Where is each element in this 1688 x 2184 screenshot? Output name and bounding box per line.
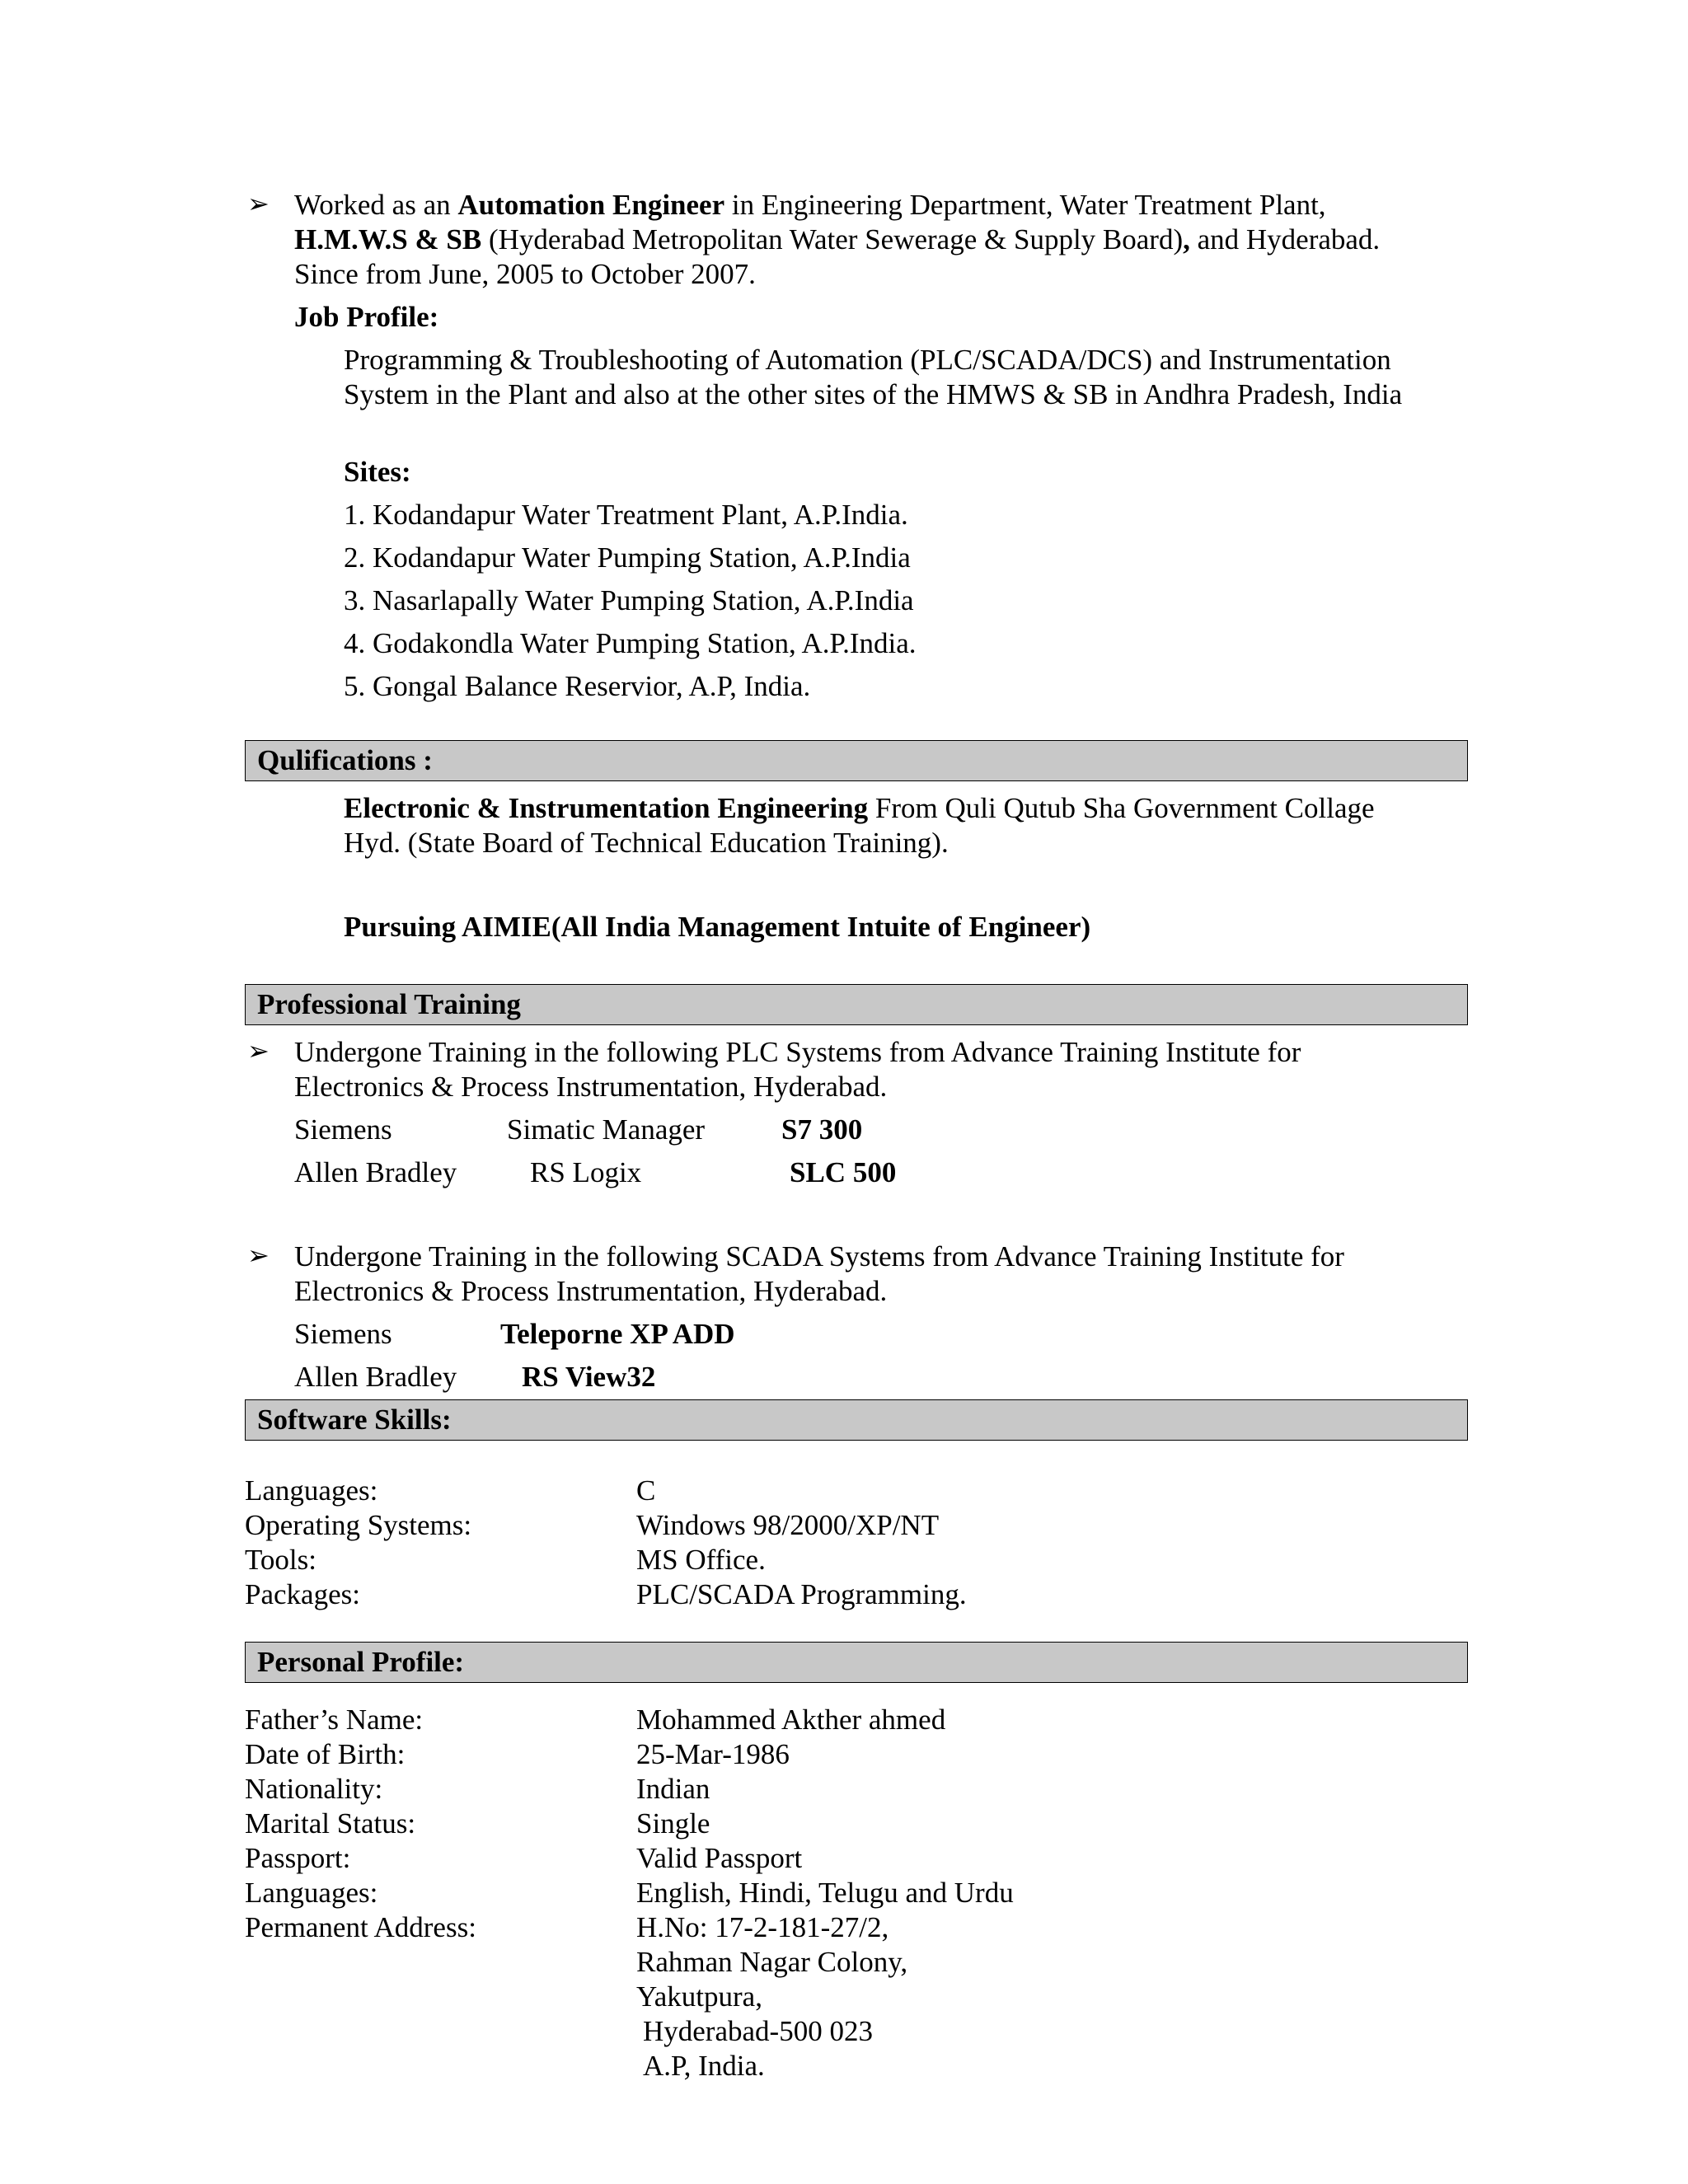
personal-label: Father’s Name: (245, 1704, 424, 1736)
personal-value: 25-Mar-1986 (636, 1738, 790, 1770)
scada-product: RS View32 (522, 1361, 656, 1393)
personal-value: Mohammed Akther ahmed (636, 1704, 946, 1736)
personal-label: Permanent Address: (245, 1911, 476, 1943)
personal-value: Valid Passport (636, 1842, 803, 1874)
pursuing-line: Pursuing AIMIE(All India Management Intuite of Engineer) (344, 911, 1091, 943)
bullet-arrow-icon: ➢ (247, 1036, 270, 1066)
software-label: Operating Systems: (245, 1509, 472, 1541)
scada-vendor: Siemens (294, 1318, 392, 1350)
qualifications-header: Qulifications : (245, 740, 1468, 781)
job-profile-line-1: Programming & Troubleshooting of Automation (PLC/SCADA/DCS) and Instrumentation (344, 344, 1391, 376)
address-line: A.P, India. (643, 2050, 765, 2082)
plc-model: S7 300 (781, 1113, 863, 1146)
software-value: PLC/SCADA Programming. (636, 1578, 967, 1610)
site-item: 4. Godakondla Water Pumping Station, A.P.India. (344, 627, 917, 659)
software-skills-header: Software Skills: (245, 1399, 1468, 1441)
plc-training-line-1: Undergone Training in the following PLC Systems from Advance Training Institute for (294, 1036, 1301, 1068)
software-label: Languages: (245, 1474, 378, 1507)
plc-model: SLC 500 (790, 1156, 897, 1188)
qualification-line-2: Hyd. (State Board of Technical Education Training). (344, 827, 949, 859)
personal-label: Date of Birth: (245, 1738, 406, 1770)
scada-product: Teleporne XP ADD (500, 1318, 735, 1350)
sites-heading: Sites: (344, 456, 411, 488)
personal-label: Passport: (245, 1842, 351, 1874)
plc-vendor: Allen Bradley (294, 1156, 457, 1188)
address-line: Rahman Nagar Colony, (636, 1946, 908, 1978)
job-profile-line-2: System in the Plant and also at the other sites of the HMWS & SB in Andhra Pradesh, India (344, 378, 1403, 410)
personal-value: Indian (636, 1773, 710, 1805)
experience-line-2: H.M.W.S & SB (Hyderabad Metropolitan Water Sewerage & Supply Board), and Hyderabad. (294, 223, 1381, 255)
scada-training-line-2: Electronics & Process Instrumentation, Hyderabad. (294, 1275, 888, 1307)
site-item: 3. Nasarlapally Water Pumping Station, A.P.India (344, 584, 914, 616)
experience-line-3: Since from June, 2005 to October 2007. (294, 258, 756, 290)
scada-vendor: Allen Bradley (294, 1361, 457, 1393)
personal-label: Nationality: (245, 1773, 383, 1805)
bullet-arrow-icon: ➢ (247, 189, 270, 218)
job-profile-heading: Job Profile: (294, 301, 439, 333)
personal-value: English, Hindi, Telugu and Urdu (636, 1877, 1014, 1909)
personal-label: Languages: (245, 1877, 378, 1909)
plc-training-line-2: Electronics & Process Instrumentation, Hyderabad. (294, 1071, 888, 1103)
site-item: 5. Gongal Balance Reservior, A.P, India. (344, 670, 811, 702)
personal-label: Marital Status: (245, 1807, 416, 1840)
software-value: C (636, 1474, 656, 1507)
training-header: Professional Training (245, 984, 1468, 1025)
personal-value: H.No: 17-2-181-27/2, (636, 1911, 889, 1943)
address-line: Hyderabad-500 023 (643, 2015, 873, 2047)
scada-training-line-1: Undergone Training in the following SCADA Systems from Advance Training Institute for (294, 1240, 1344, 1272)
personal-profile-header: Personal Profile: (245, 1642, 1468, 1683)
software-label: Packages: (245, 1578, 360, 1610)
experience-line-1: Worked as an Automation Engineer in Engineering Department, Water Treatment Plant, (294, 189, 1326, 221)
plc-vendor: Siemens (294, 1113, 392, 1146)
qualification-line-1: Electronic & Instrumentation Engineering From Quli Qutub Sha Government Collage (344, 792, 1375, 824)
software-value: Windows 98/2000/XP/NT (636, 1509, 940, 1541)
software-label: Tools: (245, 1544, 317, 1576)
personal-value: Single (636, 1807, 710, 1840)
site-item: 1. Kodandapur Water Treatment Plant, A.P.India. (344, 499, 908, 531)
plc-software: Simatic Manager (507, 1113, 706, 1146)
address-line: Yakutpura, (636, 1980, 762, 2013)
plc-software: RS Logix (530, 1156, 642, 1188)
software-value: MS Office. (636, 1544, 766, 1576)
site-item: 2. Kodandapur Water Pumping Station, A.P.India (344, 541, 911, 574)
bullet-arrow-icon: ➢ (247, 1240, 270, 1270)
